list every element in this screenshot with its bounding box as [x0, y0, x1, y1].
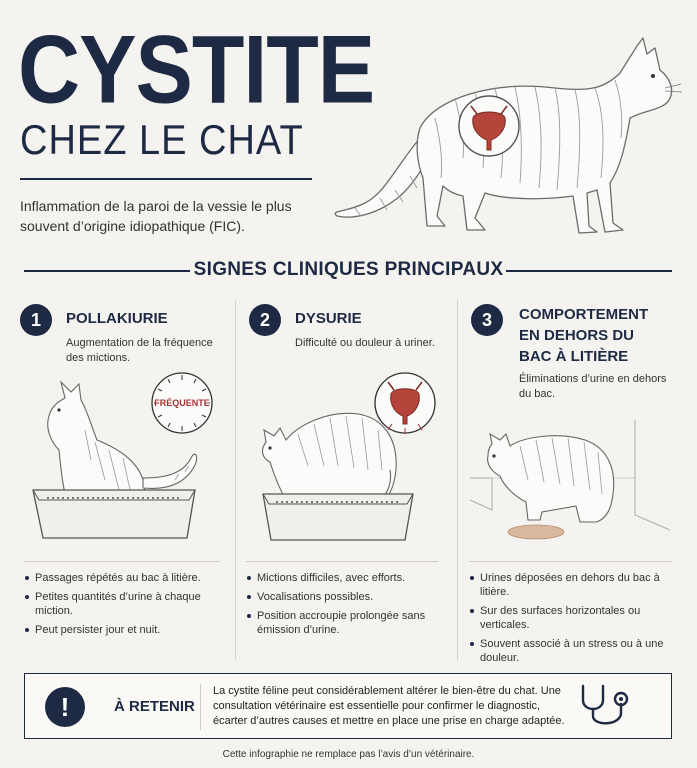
bullet-list	[469, 571, 674, 670]
list-item: Urines déposées en dehors du bac à litière.	[469, 571, 674, 599]
sign-title: POLLAKIURIE	[66, 310, 168, 327]
intro-text: Inflammation de la paroi de la vessie le plus souvent d’origine idiopathique (FIC).	[20, 198, 292, 234]
column-divider	[457, 300, 458, 660]
sign-description: Augmentation de la fréquence des mictions.	[66, 337, 213, 364]
cat-litter-icon	[25, 370, 230, 545]
key-takeaway-box	[24, 673, 672, 739]
urine-puddle	[508, 525, 564, 539]
sign-number: 1	[20, 304, 52, 336]
sign-title: COMPORTEMENT EN DEHORS DU BAC À LITIÈRE	[519, 306, 649, 365]
title-divider	[20, 178, 312, 180]
list-item: Position accroupie prolongée sans émission d’urine.	[246, 609, 446, 637]
bullet-list	[24, 571, 224, 642]
list-item: Passages répétés au bac à litière.	[24, 571, 224, 585]
stethoscope-icon	[575, 682, 645, 730]
cat-outside-box-icon	[470, 420, 670, 550]
disclaimer: Cette infographie ne remplace pas l’avis d’un vétérinaire.	[222, 749, 475, 760]
list-item: Souvent associé à un stress ou à une douleur.	[469, 637, 674, 665]
cat-crouching-icon	[258, 370, 448, 550]
exclamation-icon: !	[45, 687, 85, 727]
bladder-icon	[375, 373, 435, 434]
list-item: Vocalisations possibles.	[246, 590, 446, 604]
sign-description: Éliminations d’urine en dehors du bac.	[519, 373, 667, 400]
page-subtitle: CHEZ LE CHAT	[20, 117, 304, 164]
list-item: Mictions difficiles, avec efforts.	[246, 571, 446, 585]
page-title: CYSTITE	[18, 16, 375, 124]
takeaway-title: À RETENIR	[114, 698, 195, 715]
sign-description: Difficulté ou douleur à uriner.	[295, 337, 435, 349]
sign-number: 2	[249, 304, 281, 336]
sign-number: 3	[471, 304, 503, 336]
list-item: Sur des surfaces horizontales ou verticales.	[469, 604, 674, 632]
cat-hero-illustration	[325, 18, 685, 248]
takeaway-text: La cystite féline peut considérablement altérer le bien-être du chat. Une consultation vétérinaire est essentielle pour confirmer le diagnostic, écarter d’autres causes et mettre en place une prise en charge adaptée.	[213, 685, 565, 727]
takeaway-divider	[200, 684, 201, 730]
bullet-list	[246, 571, 446, 642]
bullet-divider	[246, 561, 438, 562]
bullet-divider	[24, 561, 220, 562]
column-divider	[235, 300, 236, 660]
bullet-divider	[469, 561, 672, 562]
list-item: Peut persister jour et nuit.	[24, 623, 224, 637]
sign-title: DYSURIE	[295, 310, 362, 327]
list-item: Petites quantités d’urine à chaque miction.	[24, 590, 224, 618]
frequency-badge: FRÉQUENTE	[154, 398, 210, 408]
section-title: SIGNES CLINIQUES PRINCIPAUX	[193, 259, 504, 280]
